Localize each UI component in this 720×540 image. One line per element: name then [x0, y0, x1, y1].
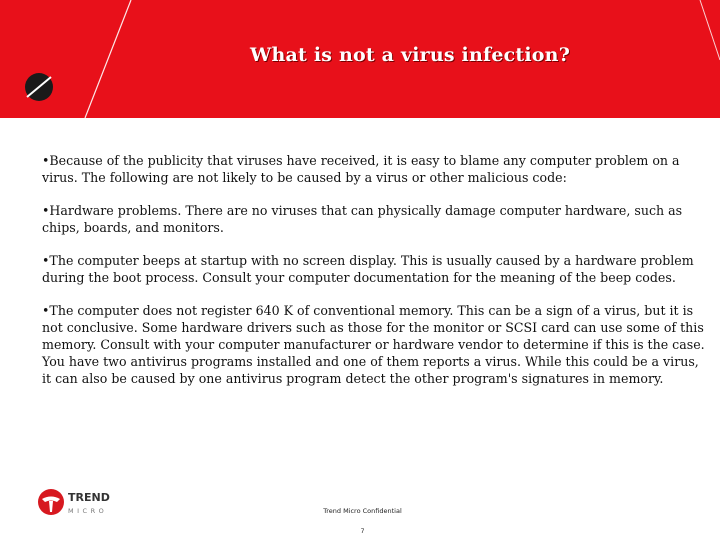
header-banner — [0, 0, 720, 118]
trend-micro-logo — [35, 486, 125, 518]
confidential-label: Trend Micro Confidential — [323, 507, 402, 515]
title-bullet-icon — [24, 72, 54, 102]
body-paragraph: •The computer beeps at startup with no screen display. This is usually caused by a hardware problem during the boot process. Consult your computer documentation for the meaning of the beep codes. — [42, 253, 694, 285]
logo-text-trend: TREND — [68, 491, 110, 504]
logo-text-micro: MICRO — [68, 507, 108, 515]
body-paragraph: •The computer does not register 640 K of conventional memory. This can be a sign of a virus, but it is not conclusive. Some hardware drivers such as those for the monitor or SCSI card can use some of this memory. Consult with your computer manufacturer or hardware vendor to determine if this is the case. You have two antivirus programs installed and one of them reports a virus. While this could be a virus, it can also be caused by one antivirus program detect the other program's signatures in memory. — [42, 303, 705, 386]
slide-body — [42, 152, 706, 403]
body-paragraph: •Because of the publicity that viruses have received, it is easy to blame any computer problem on a virus. The following are not likely to be caused by a virus or other malicious code: — [42, 153, 680, 185]
body-paragraph: •Hardware problems. There are no viruses that can physically damage computer hardware, such as chips, boards, and monitors. — [42, 203, 683, 235]
slide-title: What is not a virus infection? — [249, 44, 571, 66]
page-number: 7 — [360, 528, 365, 535]
